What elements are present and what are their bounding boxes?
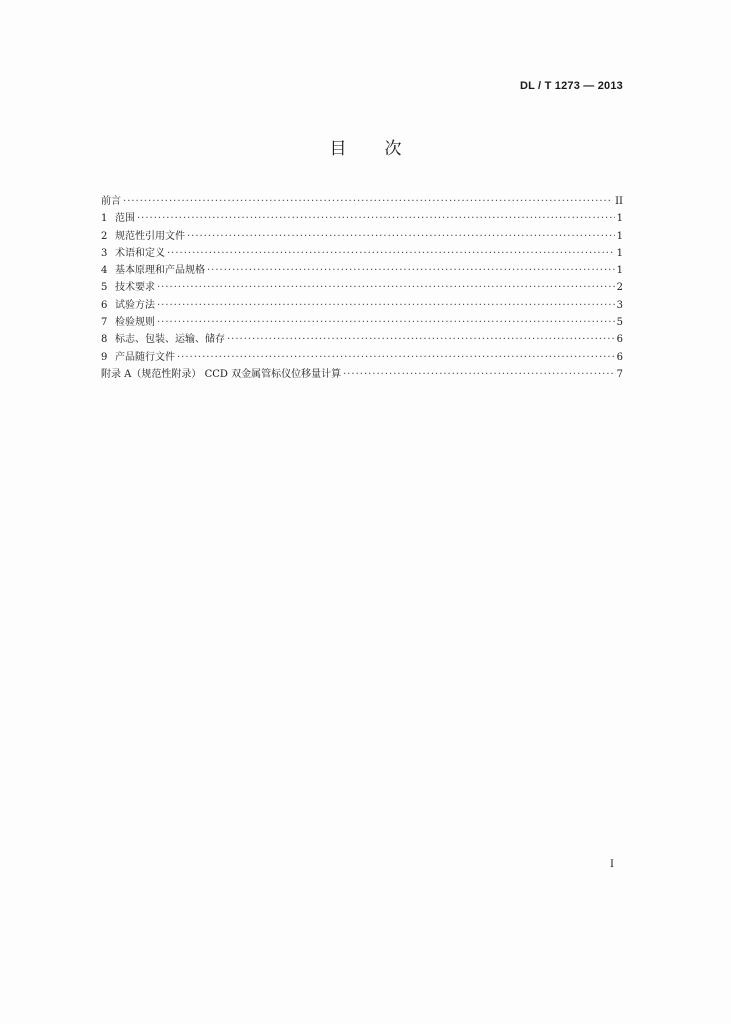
toc-entry-4[interactable] — [101, 262, 623, 279]
toc-label: 试验方法 — [115, 299, 155, 311]
toc-entry-8[interactable] — [101, 331, 623, 348]
toc-leader — [157, 297, 615, 314]
toc-number: 1 — [101, 213, 108, 225]
toc-leader — [187, 228, 615, 245]
toc-leader — [157, 314, 615, 331]
toc-page: 5 — [616, 317, 623, 329]
toc-entry-foreword[interactable] — [101, 193, 623, 210]
toc-page: 1 — [616, 265, 623, 277]
toc-entry-2[interactable] — [101, 228, 623, 245]
toc-number: 5 — [101, 282, 108, 294]
toc-number: 9 — [101, 351, 108, 363]
toc-number: 6 — [101, 299, 108, 311]
toc-entry-1[interactable] — [101, 210, 623, 227]
toc-label: 附录 A（规范性附录） CCD 双金属管标仪位移量计算 — [101, 368, 342, 380]
toc-leader — [123, 193, 613, 210]
toc-page: 6 — [616, 351, 623, 363]
toc-leader — [157, 279, 615, 296]
page-title — [0, 134, 731, 159]
toc-leader — [177, 349, 615, 366]
toc-label: 前言 — [101, 196, 121, 207]
title-char-2: 次 — [384, 139, 402, 159]
toc-entry-5[interactable] — [101, 279, 623, 296]
title-char-1: 目 — [329, 139, 347, 159]
toc-label: 规范性引用文件 — [115, 230, 185, 242]
toc-label: 基本原理和产品规格 — [115, 265, 205, 277]
toc-leader — [167, 245, 615, 262]
page-number: I — [610, 859, 614, 870]
toc-page: 6 — [616, 334, 623, 346]
toc-page: 7 — [616, 368, 623, 380]
toc-entry-6[interactable] — [101, 297, 623, 314]
standard-code: DL / T 1273 — 2013 — [519, 80, 623, 92]
toc-label: 标志、包装、运输、储存 — [115, 334, 225, 346]
toc-entry-appendix-a[interactable] — [101, 366, 623, 383]
toc-label: 产品随行文件 — [115, 351, 175, 363]
toc-label: 检验规则 — [115, 317, 155, 329]
toc-page: 1 — [616, 230, 623, 242]
toc-label: 技术要求 — [115, 282, 155, 294]
toc-leader — [343, 366, 615, 383]
toc-leader — [137, 210, 615, 227]
toc-leader — [227, 331, 615, 348]
toc-number: 7 — [101, 317, 108, 329]
toc-number: 8 — [101, 334, 108, 346]
toc-page: 3 — [616, 299, 623, 311]
toc-page: 1 — [616, 213, 623, 225]
toc-page: II — [615, 196, 623, 207]
toc-number: 3 — [101, 247, 108, 259]
toc-page: 2 — [616, 282, 623, 294]
toc-label: 术语和定义 — [115, 247, 165, 259]
toc-leader — [207, 262, 615, 279]
toc-entry-7[interactable] — [101, 314, 623, 331]
table-of-contents — [101, 193, 623, 383]
toc-entry-9[interactable] — [101, 349, 623, 366]
toc-number: 2 — [101, 230, 108, 242]
toc-number: 4 — [101, 265, 108, 277]
toc-label: 范围 — [115, 213, 135, 225]
toc-page: 1 — [616, 247, 623, 259]
toc-entry-3[interactable] — [101, 245, 623, 262]
